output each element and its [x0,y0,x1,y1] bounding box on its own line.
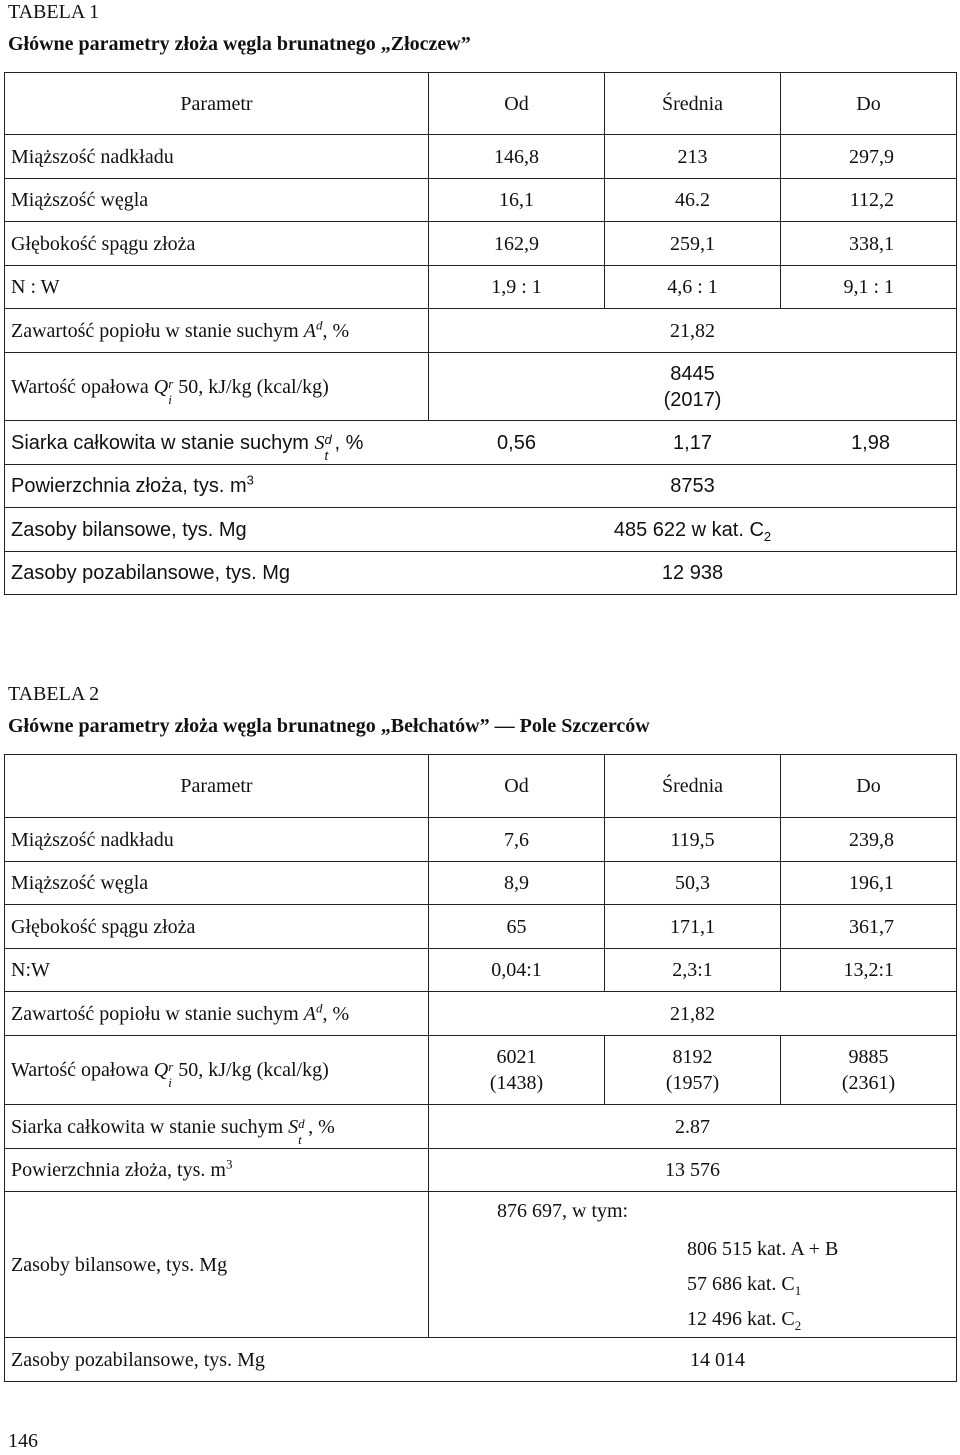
value-do [781,1036,957,1105]
label-text: Powierzchnia złoża, tys. m [11,1159,226,1181]
bilansowe-total: 876 697, w tym: [497,1200,629,1222]
value-srednia: 2,3:1 [605,949,781,992]
value-srednia: 50,3 [605,862,781,905]
value-text: 12 496 kat. C [687,1308,795,1330]
param-label [5,992,429,1036]
param-label: Miąższość węgla [5,862,429,905]
table-row [5,222,957,266]
param-label: Miąższość nadkładu [5,818,429,862]
label-unit: 50, kJ/kg (kcal/kg) [178,375,329,398]
table-row [5,309,957,353]
value-od [429,353,605,421]
header-parametr: Parametr [5,73,429,135]
param-label [5,465,429,508]
table-row [5,992,957,1036]
table2-title: Główne parametry złoża węgla brunatnego „Bełchatów” — Pole Szczerców [8,715,650,737]
label-unit: , % [322,1002,350,1025]
value-do [781,1338,957,1382]
param-label: Głębokość spągu złoża [5,905,429,949]
symbol-a: A [303,319,316,342]
sup-d: d [315,999,323,1015]
value-do [781,353,957,421]
table-row [5,1036,957,1105]
label-unit: 50, kJ/kg (kcal/kg) [178,1059,329,1081]
value-srednia [605,1036,781,1105]
value-line2: (2361) [841,1072,896,1094]
value-od [429,508,605,552]
header-srednia: Średnia [605,73,781,135]
value-do: 297,9 [781,135,957,179]
value-do [781,1149,957,1192]
sub-i: i [168,1075,172,1090]
param-label: Miąższość węgla [5,179,429,222]
sup-sub-pair [168,375,178,407]
header-do: Do [781,755,957,818]
value-srednia: 21,82 [605,992,781,1036]
symbol-q: Q [153,375,169,398]
table-row [5,179,957,222]
symbol-s: S [288,1115,299,1138]
table2-label: TABELA 2 [8,683,100,705]
value-text: 57 686 kat. C [687,1273,795,1295]
value-od [429,992,605,1036]
value-od: 162,9 [429,222,605,266]
table-row [5,1105,957,1149]
table-row [5,552,957,595]
value-do [781,1105,957,1149]
value-od [429,1149,605,1192]
label-unit: , % [308,1115,335,1138]
value-srednia: 8753 [605,465,781,508]
value-od: 1,9 : 1 [429,266,605,309]
value-srednia: 12 938 [605,552,781,595]
table-row [5,135,957,179]
value-srednia: 2.87 [605,1105,781,1149]
value-od: 146,8 [429,135,605,179]
value-srednia: 21,82 [605,309,781,353]
table-row [5,465,957,508]
value-line2: (1957) [665,1072,720,1094]
page-number: 146 [8,1430,38,1452]
value-do [781,309,957,353]
value-od [429,1036,605,1105]
header-od: Od [429,755,605,818]
value-srednia: 13 576 [605,1149,781,1192]
table-row [5,1192,957,1338]
value-line1: 9885 [848,1046,889,1068]
param-label: N:W [5,949,429,992]
value-do: 112,2 [781,179,957,222]
param-label: Miąższość nadkładu [5,135,429,179]
table-row [5,905,957,949]
label-text: Zawartość popiołu w stanie suchym [11,319,304,342]
sub-1: 1 [794,1283,802,1298]
label-text: Wartość opałowa [11,1059,154,1081]
table-row [5,508,957,552]
sup-d: d [324,431,332,447]
param-label [5,1105,429,1149]
value-od [429,552,605,595]
value-srednia: 4,6 : 1 [605,266,781,309]
sup-d: d [315,316,323,332]
value-od [429,309,605,353]
label-text: Siarka całkowita w stanie suchym [11,431,315,454]
sub-2: 2 [794,1318,802,1333]
value-line2: (2017) [663,388,722,411]
value-do: 361,7 [781,905,957,949]
value-do [781,508,957,552]
sup-sub-pair [298,1115,308,1147]
sup-r: r [168,1059,174,1074]
param-label: Zasoby pozabilansowe, tys. Mg [5,1338,429,1382]
value-line1: 8192 [672,1046,713,1068]
sup-sub-pair [324,431,334,463]
param-label: Zasoby bilansowe, tys. Mg [5,508,429,552]
param-label: Zasoby bilansowe, tys. Mg [5,1192,429,1338]
table-row [5,862,957,905]
param-label: Zasoby pozabilansowe, tys. Mg [5,552,429,595]
table-row [5,949,957,992]
value-do [781,552,957,595]
value-srednia [605,353,781,421]
value-do: 196,1 [781,862,957,905]
header-parametr: Parametr [5,755,429,818]
param-label [5,1149,429,1192]
label-text: Powierzchnia złoża, tys. m [11,475,247,497]
sup-3: 3 [246,472,254,488]
value-srednia: 46.2 [605,179,781,222]
sup-d: d [298,1115,305,1131]
symbol-a: A [303,1002,316,1025]
value-line1: 6021 [496,1046,537,1068]
table-row [5,266,957,309]
value-od: 7,6 [429,818,605,862]
param-label [5,353,429,421]
value-do: 1,98 [781,421,957,465]
value-od [429,1338,605,1382]
value-line1: 8445 [670,362,715,385]
table-row [5,818,957,862]
param-label [5,309,429,353]
param-label: N : W [5,266,429,309]
value-od: 16,1 [429,179,605,222]
table2-header-row [5,755,957,818]
symbol-s: S [314,431,325,454]
value-srednia: 1,17 [605,421,781,465]
value-od [429,1105,605,1149]
table-row [5,353,957,421]
bilansowe-breakdown [687,1232,838,1337]
value-do: 13,2:1 [781,949,957,992]
value-od: 0,56 [429,421,605,465]
param-label [5,1036,429,1105]
header-do: Do [781,73,957,135]
value-do: 9,1 : 1 [781,266,957,309]
value-srednia: 119,5 [605,818,781,862]
value-do [781,465,957,508]
value-line2: (1438) [489,1072,544,1094]
table1-title: Główne parametry złoża węgla brunatnego „Złoczew” [8,33,471,55]
bilansowe-c2 [687,1302,838,1337]
table-row [5,1149,957,1192]
table-row [5,1338,957,1382]
bilansowe-value-cell [429,1192,957,1338]
table2 [4,754,957,1382]
value-od: 0,04:1 [429,949,605,992]
value-od [429,465,605,508]
param-label: Głębokość spągu złoża [5,222,429,266]
value-do: 338,1 [781,222,957,266]
label-text: Siarka całkowita w stanie suchym [11,1115,289,1138]
table1 [4,72,957,595]
sup-r: r [168,375,174,391]
sub-i: i [168,391,172,407]
label-unit: , % [322,319,350,342]
symbol-q: Q [153,1059,169,1081]
param-label [5,421,429,465]
header-od: Od [429,73,605,135]
table1-label: TABELA 1 [8,1,100,23]
sub-t: t [298,1131,302,1147]
value-text: 485 622 w kat. C [613,518,764,541]
header-srednia: Średnia [605,755,781,818]
value-srednia: 171,1 [605,905,781,949]
value-od: 8,9 [429,862,605,905]
value-od: 65 [429,905,605,949]
table1-header-row [5,73,957,135]
sub-t: t [324,447,329,463]
label-text: Zawartość popiołu w stanie suchym [11,1002,304,1025]
sup-sub-pair [168,1059,178,1090]
value-srednia: 213 [605,135,781,179]
value-srednia [605,508,781,552]
sup-3: 3 [225,1156,233,1172]
value-srednia: 259,1 [605,222,781,266]
table-row [5,421,957,465]
bilansowe-ab: 806 515 kat. A + B [687,1238,839,1260]
value-do: 239,8 [781,818,957,862]
label-unit: , % [334,431,364,454]
value-srednia: 14 014 [605,1338,781,1382]
sub-2: 2 [763,528,772,544]
value-do [781,992,957,1036]
bilansowe-c1 [687,1267,838,1302]
label-text: Wartość opałowa [11,375,154,398]
